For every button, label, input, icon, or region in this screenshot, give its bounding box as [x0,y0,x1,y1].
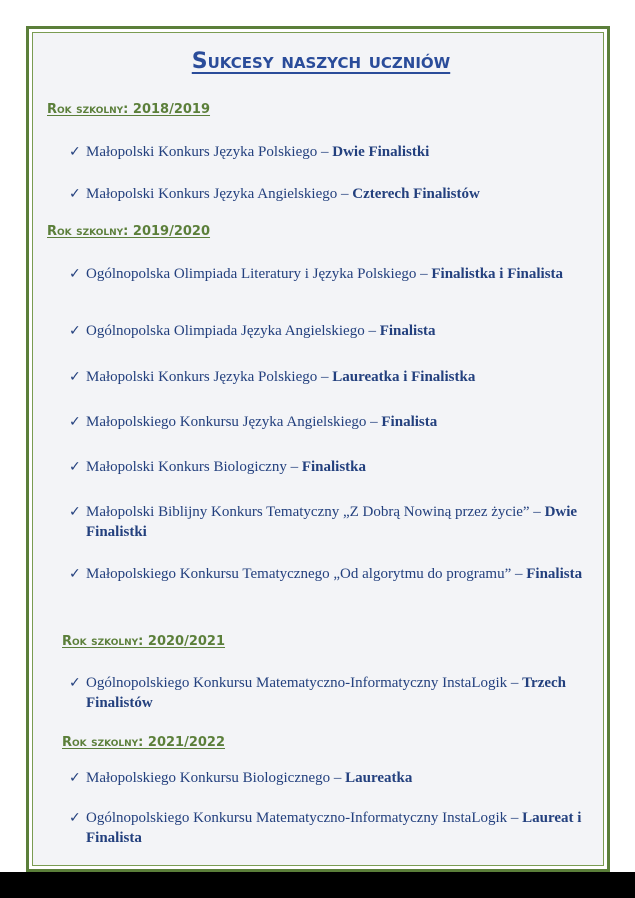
section-year-2020-2021: Rok szkolny: 2020/2021 [62,634,226,649]
list-item: ✓ Ogólnopolskiego Konkursu Matematyczno-Informatyczny InstaLogik – Laureat i Finalista [69,810,582,846]
list-item: ✓ Małopolskiego Konkursu Tematycznego „Od algorytmu do programu” – Finalista [69,566,583,582]
list-item: ✓ Małopolskiego Konkursu Języka Angielskiego – Finalista [69,414,438,430]
list-item: ✓ Małopolskiego Konkursu Biologicznego – Laureatka [69,770,413,786]
list-item: ✓ Ogólnopolska Olimpiada Literatury i Języka Polskiego – Finalistka i Finalista [69,266,564,282]
check-icon: ✓ [69,810,81,826]
list-item: ✓ Ogólnopolskiego Konkursu Matematyczno-Informatyczny InstaLogik – Trzech Finalistów [69,675,567,711]
check-icon: ✓ [69,186,81,202]
check-icon: ✓ [69,144,81,160]
check-icon: ✓ [69,323,81,339]
list-item: ✓ Małopolski Konkurs Języka Polskiego – Dwie Finalistki [69,144,430,160]
page-title: Sukcesy naszych uczniów [191,49,451,74]
check-icon: ✓ [69,414,81,430]
check-icon: ✓ [69,566,81,582]
bottom-black-bar [0,872,635,898]
list-item: ✓ Małopolski Biblijny Konkurs Tematyczny „Z Dobrą Nowiną przez życie” – Dwie Finalistki [69,504,578,540]
check-icon: ✓ [69,459,81,475]
list-item: ✓ Małopolski Konkurs Języka Polskiego – Laureatka i Finalistka [69,369,476,385]
section-year-2019-2020: Rok szkolny: 2019/2020 [47,224,211,239]
check-icon: ✓ [69,266,81,282]
check-icon: ✓ [69,770,81,786]
check-icon: ✓ [69,675,81,691]
check-icon: ✓ [69,504,81,520]
check-icon: ✓ [69,369,81,385]
list-item: ✓ Małopolski Konkurs Biologiczny – Finalistka [69,459,367,475]
list-item: ✓ Ogólnopolska Olimpiada Języka Angielskiego – Finalista [69,323,436,339]
list-item: ✓ Małopolski Konkurs Języka Angielskiego – Czterech Finalistów [69,186,480,202]
section-year-2018-2019: Rok szkolny: 2018/2019 [47,102,211,117]
section-year-2021-2022: Rok szkolny: 2021/2022 [62,735,226,750]
